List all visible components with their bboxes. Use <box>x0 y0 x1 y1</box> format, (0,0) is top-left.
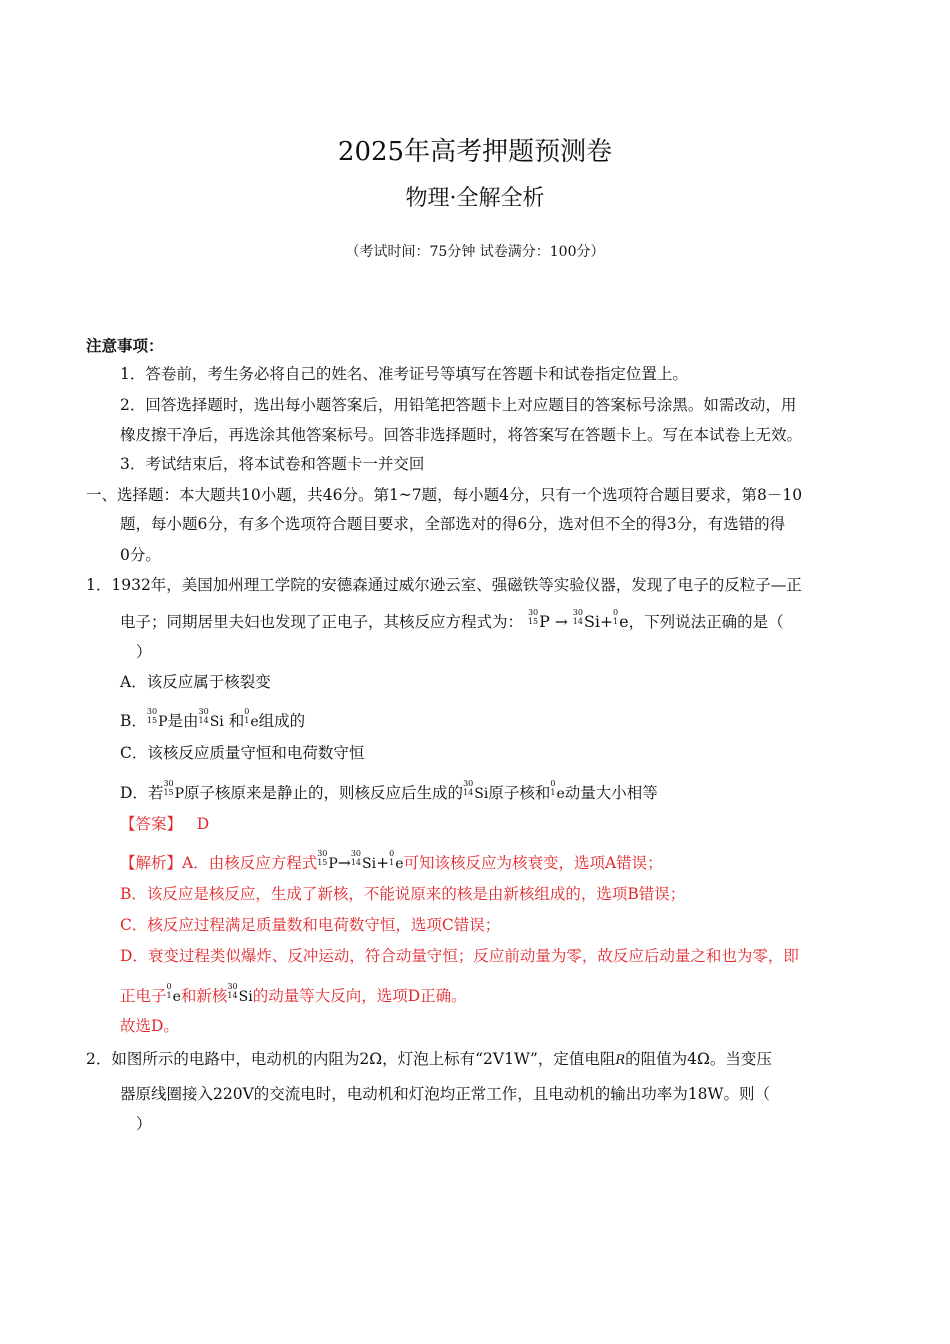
q1-option-b: B． 30 15 P是由 30 14 Si 和 0 1 e组成的 <box>120 707 306 730</box>
nuclide-p: 30 15 P <box>317 849 338 872</box>
q2-stem-line-1: 2．如图所示的电路中，电动机的内阻为2Ω，灯泡上标有“2V1W”，定值电阻R的阻值为4Ω。当变压 <box>86 1050 772 1068</box>
nuclide-si: 30 14 Si <box>227 982 253 1005</box>
plus-sign: + <box>600 613 614 631</box>
section-1-line-1: 一、选择题：本大题共10小题，共46分。第1~7题，每小题4分，只有一个选项符合题目要求，第8－10 <box>86 486 803 504</box>
note-item-2-line-1: 2．回答选择题时，选出每小题答案后，用铅笔把答题卡上对应题目的答案标号涂黑。如需改动，用 <box>120 396 797 414</box>
section-1-line-3: 0分。 <box>120 546 161 564</box>
q1-explanation-b: B．该反应是核反应，生成了新核，不能说原来的核是由新核组成的，选项B错误； <box>120 885 686 903</box>
nuclide-p: 30 15 P <box>146 707 168 730</box>
q1-stem-line-1: 1．1932年，美国加州理工学院的安德森通过威尔逊云室、强磁铁等实验仪器，发现了电子的反粒子—正 <box>86 576 802 594</box>
reaction-arrow: → <box>554 613 568 631</box>
nuclide-si: 30 14 Si <box>350 849 377 872</box>
exam-subtitle: 物理·全解全析 <box>405 186 545 211</box>
reaction-arrow: → <box>337 854 351 872</box>
section-1-line-2: 题，每小题6分，有多个选项符合题目要求，全部选对的得6分，选对但不全的得3分，有选错的得 <box>120 515 786 533</box>
q1-option-d: D．若 30 15 P原子核原来是静止的，则核反应后生成的 30 14 Si原子核和 0 1 e动量大小相等 <box>120 779 658 802</box>
q1-answer <box>120 814 209 834</box>
nuclide-p: 30 15 P <box>163 779 185 802</box>
resistor-symbol: R <box>615 1053 626 1068</box>
exam-title: 2025年高考押题预测卷 <box>337 137 613 167</box>
motor-resistance: 2Ω <box>359 1050 383 1068</box>
q2-stem-line-2: 器原线圈接入220V的交流电时，电动机和灯泡均正常工作，且电动机的输出功率为18W。则（ <box>120 1085 770 1103</box>
exam-info: （考试时间：75分钟 试卷满分：100分） <box>345 244 605 260</box>
q1-stem-text-2: ，下列说法正确的是（ <box>628 613 784 631</box>
resistor-value: 4Ω <box>687 1050 710 1068</box>
q1-explanation-c: C．核反应过程满足质量数和电荷数守恒，选项C错误； <box>120 916 501 934</box>
q1-stem-text: 电子；同期居里夫妇也发现了正电子，其核反应方程式为： <box>120 613 524 631</box>
nuclide-si: 30 14 Si <box>572 608 601 631</box>
nuclide-p: 30 15 P <box>527 608 550 631</box>
motor-output-power: 18W <box>687 1085 724 1103</box>
q1-option-c: C．该核反应质量守恒和电荷数守恒 <box>120 744 365 762</box>
q1-explanation-d-line-1: D．衰变过程类似爆炸、反冲运动，符合动量守恒；反应前动量为零，故反应后动量之和也为零，即 <box>120 947 799 965</box>
input-voltage: 220V <box>213 1085 254 1103</box>
note-item-2-line-2: 橡皮擦干净后，再选涂其他答案标号。回答非选择题时，将答案写在答题卡上。写在本试卷上无效。 <box>120 426 803 444</box>
nuclide-si: 30 14 Si <box>463 779 489 802</box>
nuclide-si: 30 14 Si <box>198 707 224 730</box>
explanation-label: 【解析】 <box>120 854 183 872</box>
note-item-1: 1．答卷前，考生务必将自己的姓名、准考证号等填写在答题卡和试卷指定位置上。 <box>120 365 688 383</box>
notes-heading: 注意事项： <box>86 336 164 355</box>
q1-stem-line-3: ） <box>136 643 152 661</box>
nuclide-e: 0 1 e <box>550 779 565 802</box>
answer-value: D <box>196 815 210 833</box>
answer-label: 【答案】 <box>120 815 183 833</box>
plus-sign: + <box>376 854 390 872</box>
nuclide-e: 0 1 e <box>166 982 181 1005</box>
lamp-rating: 2V1W <box>483 1050 530 1068</box>
q2-stem-line-3: ） <box>136 1115 152 1133</box>
q1-option-a: A．该反应属于核裂变 <box>120 673 271 691</box>
q1-explanation-d-line-2: 正电子 0 1 e和新核 30 14 Si的动量等大反向，选项D正确。 <box>120 982 467 1005</box>
q1-conclusion: 故选D。 <box>120 1017 179 1035</box>
nuclide-e: 0 1 e <box>244 707 259 730</box>
note-item-3: 3．考试结束后，将本试卷和答题卡一并交回 <box>120 455 425 473</box>
q1-explanation-a: 【解析】A．由核反应方程式 30 15 P→ 30 14 Si+ 0 1 e可知该核反应为核衰变，选项A错误； <box>120 849 663 872</box>
nuclide-e: 0 1 e <box>613 608 629 631</box>
nuclide-e: 0 1 e <box>389 849 404 872</box>
q1-stem-line-2 <box>120 608 784 632</box>
